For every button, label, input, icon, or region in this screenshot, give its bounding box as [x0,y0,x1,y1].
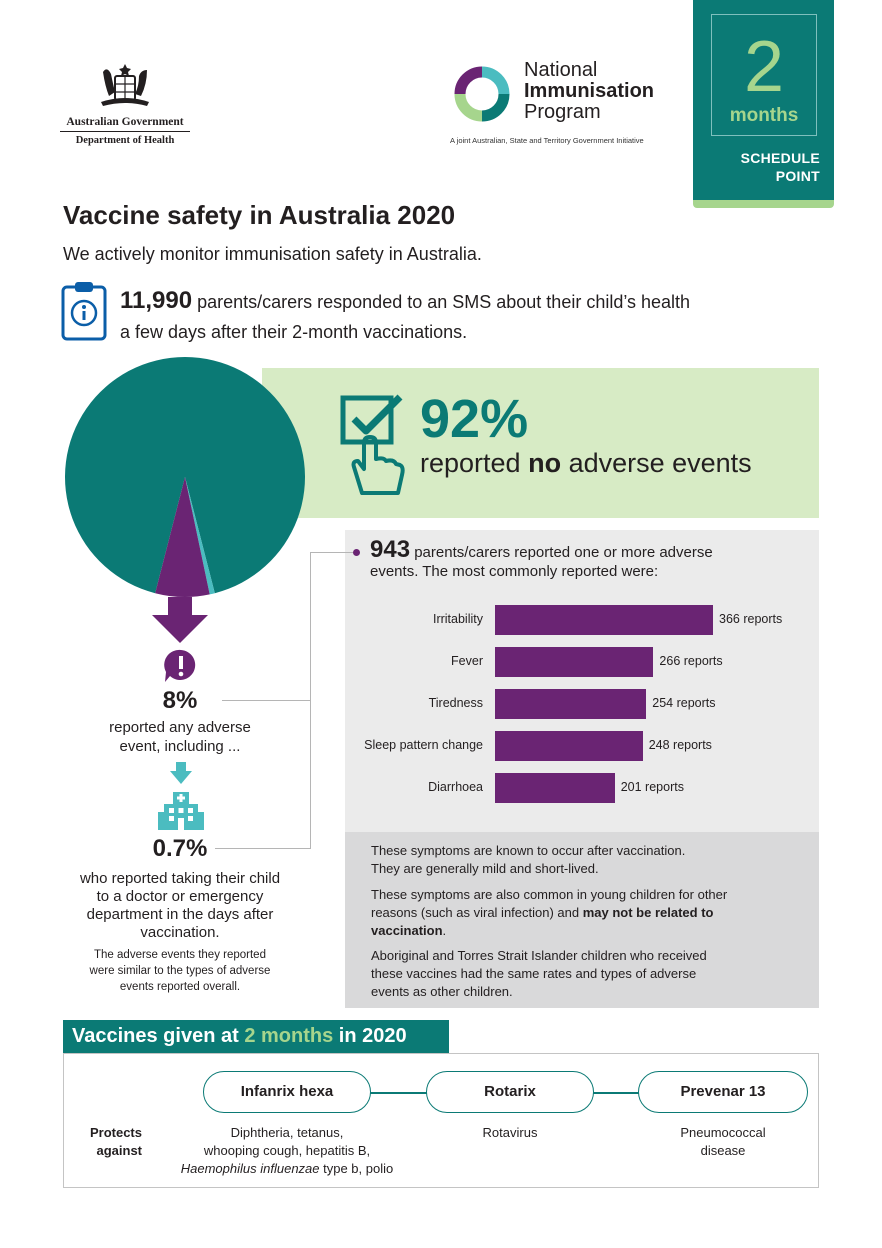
down-arrow-icon [152,597,208,643]
protects-against-label [80,1124,142,1160]
note-3-line3: events as other children. [371,984,513,999]
small-down-arrow-icon [170,762,192,784]
connector-line [222,700,310,701]
nip-line3: Program [524,101,601,123]
bar-label: Sleep pattern change [364,738,483,752]
nip-line1: National [524,59,598,81]
responses-line1: parents/carers responded to an SMS about their child’s health [192,292,691,312]
schedule-line2: POINT [775,168,820,184]
adverse-pie-chart [60,352,310,602]
note-2-line1: These symptoms are also common in young children for other [371,887,728,902]
doctor-percent: 0.7% [152,835,208,862]
adverse-percent: 8% [162,687,198,714]
nip-line2: Immunisation [524,80,655,102]
note-2-line2: reasons (such as viral infection) and may not be related to [371,905,714,920]
doctor-line3: department in the days after [86,906,274,923]
coat-of-arms-icon [93,60,157,112]
no-adverse-after: adverse events [561,448,752,478]
checkbox-hand-icon [340,393,406,497]
reported-text [370,536,790,581]
vaccines-heading-after: in 2020 [333,1025,407,1047]
page-subtitle: We actively monitor immunisation safety in Australia. [63,244,482,264]
schedule-box [711,14,817,136]
vaccine-pill-infanrix: Infanrix hexa [203,1071,371,1113]
prevenar-desc-line1: Pneumococcal [680,1125,766,1140]
bar-row [345,647,819,677]
bar-row [345,773,819,803]
hospital-icon [158,790,204,830]
note-paragraph-1 [371,842,791,878]
responses-text [120,286,810,347]
reported-line1: parents/carers reported one or more adverse [410,544,713,561]
connector-line [215,848,311,849]
schedule-number: 2 [743,27,785,107]
bar [495,647,653,677]
bar-label: Tiredness [428,696,483,710]
note-1-line1: These symptoms are known to occur after vaccination. [371,843,686,858]
no-adverse-percent: 92% [420,389,529,449]
responses-count: 11,990 [120,287,193,314]
connector-line [310,552,311,848]
doctor-note-line3: events reported overall. [119,981,241,993]
nip-ring-icon [450,62,514,126]
adverse-text [80,718,280,756]
infanrix-desc-line2: whooping cough, hepatitis B, [203,1143,371,1158]
vaccine-desc-prevenar [638,1124,808,1160]
nip-name [524,60,654,123]
adverse-line1: reported any adverse [109,719,251,736]
schedule-point-badge [693,0,834,208]
doctor-note [70,947,290,995]
schedule-unit: months [729,105,799,126]
note-paragraph-2 [371,886,791,940]
nip-tagline: A joint Australian, State and Territory Government Initiative [450,136,644,145]
connector-line [310,552,356,553]
connector-dot [353,549,360,556]
adverse-line2: event, including ... [119,738,241,755]
bar [495,605,713,635]
schedule-point-label [710,149,820,185]
bar-row [345,605,819,635]
bar-label: Fever [451,654,483,668]
vaccine-pill-prevenar: Prevenar 13 [638,1071,808,1113]
doctor-note-line1: The adverse events they reported [94,949,266,961]
gov-name: Australian Government [60,116,190,132]
vaccine-desc-rotarix [426,1124,594,1142]
vaccine-desc-infanrix [155,1124,419,1178]
bar-value-label: 248 reports [648,738,712,752]
no-adverse-before: reported [420,448,529,478]
australian-government-logo [60,60,190,146]
doctor-line2: to a doctor or emergency [96,888,264,905]
reported-line2: events. The most commonly reported were: [370,563,659,580]
schedule-line1: SCHEDULE [740,150,820,166]
bar-row [345,731,819,761]
protects-line2: against [96,1143,142,1158]
rotarix-desc-line1: Rotavirus [482,1125,538,1140]
doctor-text [65,870,295,942]
bar-value-label: 366 reports [719,612,783,626]
infanrix-desc-line3: Haemophilus influenzae type b, polio [180,1161,394,1176]
bar-value-label: 254 reports [652,696,716,710]
gov-department: Department of Health [75,135,175,146]
doctor-line1: who reported taking their child [79,870,281,887]
protects-line1: Protects [89,1125,142,1140]
vaccine-pill-rotarix: Rotarix [426,1071,594,1113]
bar-value-label: 266 reports [659,654,723,668]
note-paragraph-3 [371,947,791,1001]
no-adverse-text [420,448,752,479]
responses-line2: a few days after their 2-month vaccinations. [120,322,468,342]
infanrix-desc-line1: Diphtheria, tetanus, [230,1125,344,1140]
note-3-line1: Aboriginal and Torres Strait Islander children who received [371,948,707,963]
note-3-line2: these vaccines had the same rates and types of adverse [371,966,697,981]
vaccines-heading-highlight: 2 months [244,1025,334,1047]
doctor-note-line2: were similar to the types of adverse [89,965,271,977]
prevenar-desc-line2: disease [700,1143,746,1158]
bar [495,731,643,761]
bar-row [345,689,819,719]
bar-value-label: 201 reports [620,780,684,794]
bar-label: Diarrhoea [428,780,483,794]
page-title: Vaccine safety in Australia 2020 [63,200,456,230]
bar-label: Irritability [432,612,483,626]
vaccines-heading [63,1020,449,1054]
note-1-line2: They are generally mild and short-lived. [371,861,599,876]
clipboard-info-icon [60,280,108,342]
no-adverse-bold: no [528,448,562,478]
alert-icon [163,648,199,684]
note-2-line3: vaccination. [371,923,447,938]
doctor-line4: vaccination. [140,924,220,941]
reported-count: 943 [370,536,411,563]
vaccines-heading-before: Vaccines given at [72,1025,245,1047]
bar [495,689,646,719]
bar [495,773,615,803]
